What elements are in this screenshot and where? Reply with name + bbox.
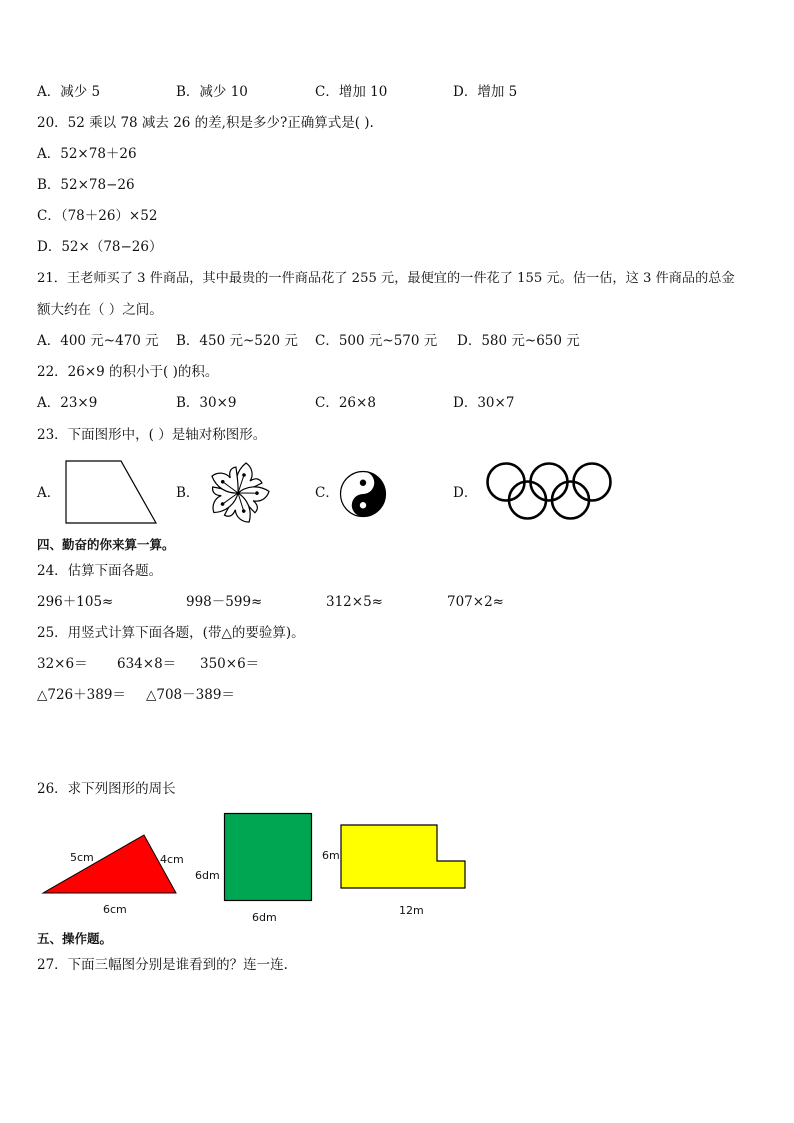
q23-label-a: A．: [37, 485, 61, 501]
q27-stem: 27．下面三幅图分别是谁看到的？连一连.: [37, 957, 288, 973]
q24-stem: 24．估算下面各题。: [37, 563, 163, 579]
triangle-base-label: 6cm: [103, 903, 127, 916]
q19-option-c: C．增加 10: [315, 84, 388, 100]
q20-stem: 20．52 乘以 78 减去 26 的差,积是多少?正确算式是( ).: [37, 115, 374, 131]
q25-item-2: 634×8＝: [117, 656, 177, 672]
flower-figure: [204, 460, 272, 526]
q25-item-3: 350×6＝: [200, 656, 260, 672]
q21-stem-line2: 额大约在（ ）之间。: [37, 302, 163, 318]
q24-item-3: 312×5≈: [326, 594, 383, 610]
q24-item-1: 296＋105≈: [37, 594, 114, 610]
q22-option-c: C．26×8: [315, 395, 376, 411]
lshape-width-label: 12m: [399, 904, 424, 917]
q23-label-b: B．: [176, 485, 200, 501]
q20-option-d: D．52×（78−26）: [37, 239, 163, 255]
section-5-title: 五、操作题。: [37, 931, 113, 946]
q23-label-c: C．: [315, 485, 339, 501]
yin-yang-figure: [339, 470, 387, 518]
q22-option-d: D．30×7: [453, 395, 515, 411]
q19-option-a: A．减少 5: [37, 84, 101, 100]
red-triangle-figure: [40, 830, 180, 896]
triangle-right-label: 4cm: [160, 853, 184, 866]
q22-stem: 22．26×9 的积小于( )的积。: [37, 364, 219, 380]
q21-option-a: A．400 元~470 元: [37, 333, 159, 349]
q22-option-a: A．23×9: [37, 395, 98, 411]
q23-stem: 23．下面图形中，( ）是轴对称图形。: [37, 427, 267, 443]
green-square-figure: [223, 812, 315, 904]
trapezoid-figure: [64, 459, 160, 527]
q26-stem: 26．求下列图形的周长: [37, 781, 176, 797]
q23-label-d: D．: [453, 485, 478, 501]
square-bottom-label: 6dm: [252, 911, 277, 924]
q21-option-d: D．580 元~650 元: [457, 333, 580, 349]
q20-option-a: A．52×78＋26: [37, 146, 137, 162]
q22-option-b: B．30×9: [176, 395, 237, 411]
q20-option-c: C．（78＋26）×52: [37, 208, 158, 224]
q21-option-b: B．450 元~520 元: [176, 333, 298, 349]
olympic-rings-figure: [484, 460, 616, 522]
lshape-height-label: 6m: [322, 849, 340, 862]
q20-option-b: B．52×78−26: [37, 177, 135, 193]
q24-item-4: 707×2≈: [447, 594, 504, 610]
yellow-lshape-figure: [339, 823, 469, 891]
q21-option-c: C．500 元~570 元: [315, 333, 438, 349]
q24-item-2: 998－599≈: [186, 594, 263, 610]
q19-option-b: B．减少 10: [176, 84, 248, 100]
q19-option-d: D．增加 5: [453, 84, 518, 100]
square-side-label: 6dm: [195, 869, 220, 882]
q25-item-4: △726＋389＝: [37, 687, 126, 703]
q25-stem: 25．用竖式计算下面各题，(带△的要验算)。: [37, 625, 305, 641]
triangle-left-label: 5cm: [70, 851, 94, 864]
q25-item-5: △708－389＝: [146, 687, 235, 703]
q21-stem-line1: 21．王老师买了 3 件商品，其中最贵的一件商品花了 255 元，最便宜的一件花了 155 元。估一估，这 3 件商品的总金: [37, 271, 735, 286]
section-4-title: 四、勤奋的你来算一算。: [37, 537, 175, 552]
q25-item-1: 32×6＝: [37, 656, 88, 672]
